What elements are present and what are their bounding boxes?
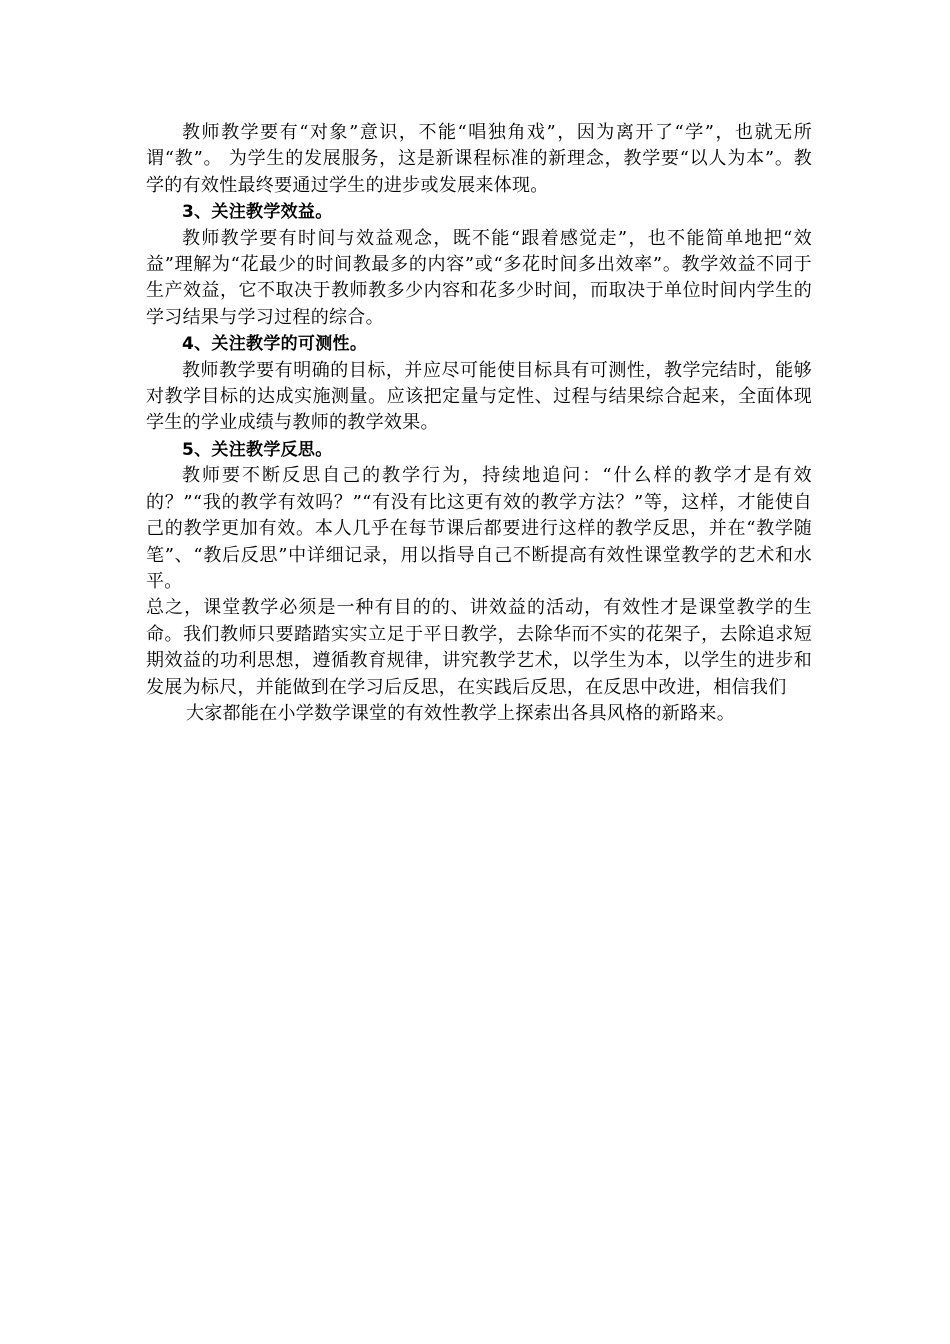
paragraph-teaching-reflection: 教师要不断反思自己的教学行为，持续地追问：“什么样的教学才是有效的？”“我的教学有效吗？”“有没有比这更有效的教学方法？”等，这样，才能使自己的教学更加有效。本人几乎在每节课后都要进行这样的教学反思，并在“教学随笔”、“教后反思”中详细记录，用以指导自己不断提高有效性课堂教学的艺术和水平。 xyxy=(146,465,812,592)
heading-teaching-reflection: 5、关注教学反思。 xyxy=(182,439,333,460)
paragraph-teaching-efficiency: 教师教学要有时间与效益观念，既不能“跟着感觉走”，也不能简单地把“效益”理解为“花最少的时间教最多的内容”或“多花时间多出效率”。教学效益不同于生产效益，它不取决于教师教多少内容和花多少时间，而取决于单位时间内学生的学习结果与学习过程的综合。 xyxy=(146,227,812,328)
heading-measurability: 4、关注教学的可测性。 xyxy=(182,334,368,355)
paragraph-measurability: 教师教学要有明确的目标，并应尽可能使目标具有可测性，教学完结时，能够对教学目标的达成实施测量。应该把定量与定性、过程与结果综合起来，全面体现学生的学业成绩与教师的教学效果。 xyxy=(146,359,812,434)
paragraph-conclusion-end: 大家都能在小学数学课堂的有效性教学上探索出各具风格的新路来。 xyxy=(186,702,735,724)
paragraph-object-awareness: 教师教学要有“对象”意识，不能“唱独角戏”，因为离开了“学”，也就无所谓“教”。 为学生的发展服务，这是新课程标准的新理念，教学要“以人为本”。教学的有效性最终要通过学生的进步或发展来体现。 xyxy=(146,122,812,196)
heading-teaching-efficiency: 3、关注教学效益。 xyxy=(182,202,333,223)
document-body xyxy=(146,120,812,727)
paragraph-conclusion: 总之，课堂教学必须是一种有目的的、讲效益的活动，有效性才是课堂教学的生命。我们教师只要踏踏实实立足于平日教学，去除华而不实的花架子，去除追求短期效益的功利思想，遵循教育规律，讲究教学艺术，以学生为本，以学生的进步和发展为标尺，并能做到在学习后反思，在实践后反思，在反思中改进，相信我们 xyxy=(146,597,812,698)
